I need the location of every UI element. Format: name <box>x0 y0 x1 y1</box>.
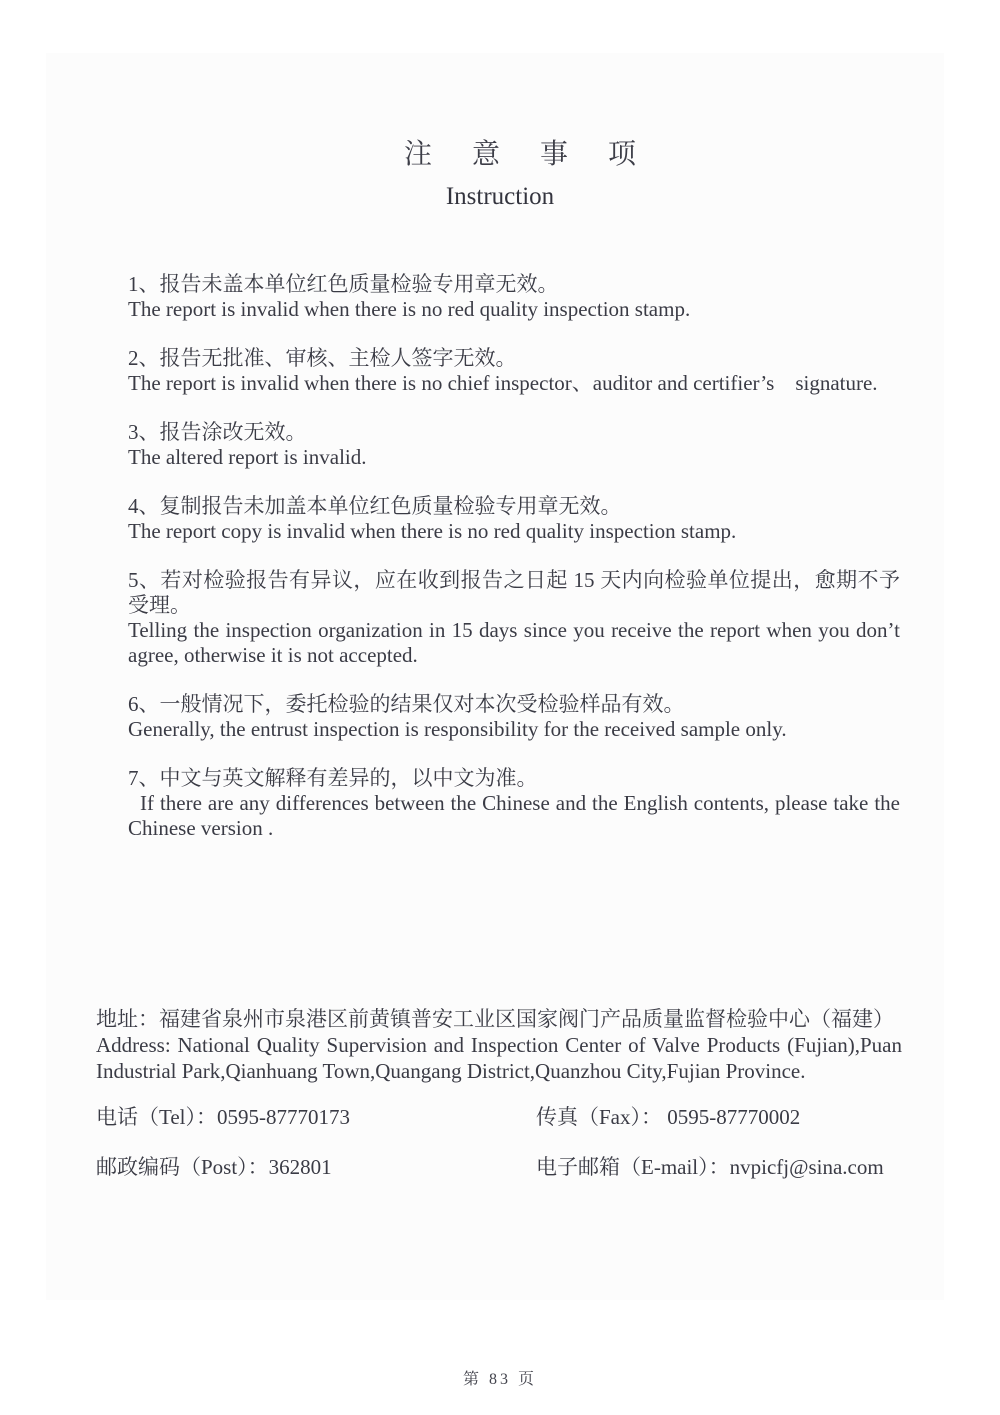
telephone-number: 电话（Tel）：0595-87770173 <box>96 1105 351 1129</box>
instruction-item-2 <box>128 346 900 396</box>
page-number: 第 83 页 <box>462 1371 537 1388</box>
instruction-item-3 <box>128 420 900 470</box>
address-english: Address: National Quality Supervision and Inspection Center of Valve Products (Fujian),Puan Industrial Park,Qianhuang Town,Quangang District,Quanzhou City,Fujian Province. <box>96 1033 902 1083</box>
item-7-chinese: 7、中文与英文解释有差异的，以中文为准。 <box>128 766 538 790</box>
item-3-english: The altered report is invalid. <box>128 445 367 469</box>
item-2-english: The report is invalid when there is no chief inspector、auditor and certifier’s signature. <box>128 371 878 395</box>
postal-code: 邮政编码（Post）：362801 <box>96 1155 332 1179</box>
instruction-list <box>128 272 900 865</box>
fax-number: 传真（Fax）： 0595-87770002 <box>536 1105 801 1129</box>
item-6-english: Generally, the entrust inspection is responsibility for the received sample only. <box>128 717 787 741</box>
instruction-item-5 <box>128 568 900 668</box>
page-title-chinese: 注意事项 <box>403 139 676 170</box>
page-title-english: Instruction <box>445 183 555 210</box>
instruction-item-1 <box>128 272 900 322</box>
tel-fax-row <box>96 1104 902 1130</box>
instruction-item-7 <box>128 766 900 841</box>
item-6-chinese: 6、一般情况下，委托检验的结果仅对本次受检验样品有效。 <box>128 692 685 716</box>
item-7-english: If there are any differences between the Chinese and the English contents, please take the Chinese version . <box>128 791 900 840</box>
item-3-chinese: 3、报告涂改无效。 <box>128 420 307 444</box>
item-4-english: The report copy is invalid when there is no red quality inspection stamp. <box>128 519 737 543</box>
contact-block <box>96 1006 902 1180</box>
item-5-english: Telling the inspection organization in 15 days since you receive the report when you don’t agree, otherwise it is not accepted. <box>128 618 900 667</box>
item-4-chinese: 4、复制报告未加盖本单位红色质量检验专用章无效。 <box>128 494 622 518</box>
instruction-item-6 <box>128 692 900 742</box>
post-email-row <box>96 1154 902 1180</box>
item-2-chinese: 2、报告无批准、审核、主检人签字无效。 <box>128 346 517 370</box>
item-5-chinese: 5、若对检验报告有异议，应在收到报告之日起 15 天内向检验单位提出，愈期不予受理。 <box>128 568 900 617</box>
instruction-item-4 <box>128 494 900 544</box>
email-address: 电子邮箱（E-mail）：nvpicfj@sina.com <box>536 1155 884 1179</box>
item-1-english: The report is invalid when there is no red quality inspection stamp. <box>128 297 691 321</box>
item-1-chinese: 1、报告未盖本单位红色质量检验专用章无效。 <box>128 272 559 296</box>
address-chinese: 地址：福建省泉州市泉港区前黄镇普安工业区国家阀门产品质量监督检验中心（福建） <box>96 1007 894 1031</box>
